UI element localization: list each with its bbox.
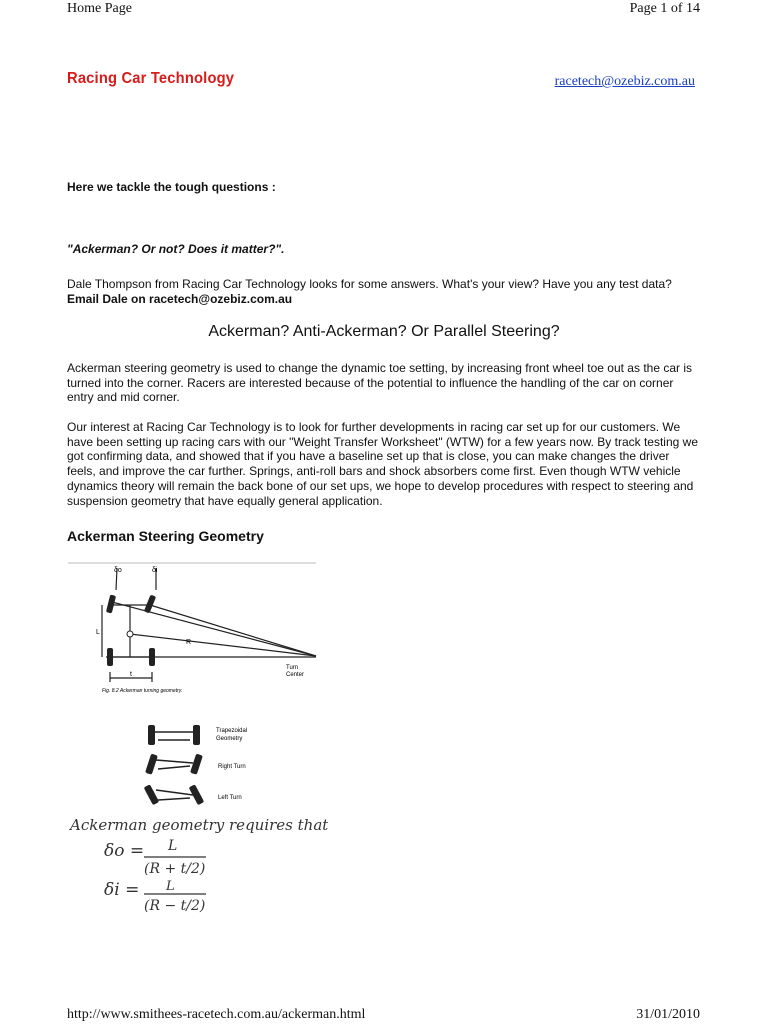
- byline-text: Dale Thompson from Racing Car Technology looks for some answers. What's your view? Have you any test data?: [67, 277, 672, 291]
- footer-date: 31/01/2010: [636, 1007, 700, 1022]
- turn-label: Turn: [286, 665, 299, 671]
- right-turn-label: Right Turn: [218, 764, 246, 770]
- geometry-label: Geometry: [216, 736, 243, 742]
- eq1-denominator: (R + t/2): [144, 861, 206, 877]
- brand-title: Racing Car Technology: [67, 70, 235, 87]
- label-delta-o: δo: [114, 567, 122, 574]
- paragraph-1: Ackerman steering geometry is used to change the dynamic toe setting, by increasing front wheel toe out as the car is turned into the corner. Racers are interested because of the potential to influence the handling of the car on corner entry and mid corner.: [67, 361, 693, 405]
- eq1-lhs: δo =: [104, 841, 145, 861]
- paragraph-2: Our interest at Racing Car Technology is to look for further developments in racing car set up for our customers. We have been setting up racing cars with our "Weight Transfer Worksheet" (WTW) for a few years now. By track testing we got confirming data, and showed that if you have a baseline set up that is close, you can make changes the driver feels, and improve the car further. Springs, anti-roll bars and shock absorbers come first. Even though WTW vehicle dynamics theory will remain the back bone of our set ups, we hope to develop procedures with respect to steering and suspension geometry that have equally general application.: [67, 420, 698, 508]
- label-t: t: [130, 671, 132, 678]
- footer-url: http://www.smithees-racetech.com.au/ackerman.html: [67, 1007, 366, 1022]
- question: "Ackerman? Or not? Does it matter?".: [67, 242, 285, 256]
- eq2-denominator: (R − t/2): [144, 898, 206, 914]
- label-L: L: [96, 629, 100, 636]
- byline-email-cta[interactable]: Email Dale on racetech@ozebiz.com.au: [67, 291, 293, 306]
- eq2-numerator: L: [166, 879, 175, 894]
- figure-caption: Fig. 8.2 Ackerman turning geometry.: [102, 688, 183, 694]
- byline: [67, 277, 701, 306]
- left-turn-label: Left Turn: [218, 795, 242, 801]
- ackerman-figure: [66, 560, 328, 925]
- tagline: Here we tackle the tough questions :: [67, 180, 276, 194]
- eq1-numerator: L: [168, 838, 178, 854]
- handwritten-note: Ackerman geometry requires that:—: [70, 816, 328, 834]
- header-page-count: Page 1 of 14: [629, 1, 700, 16]
- ackerman-diagram: [66, 560, 328, 920]
- email-link[interactable]: racetech@ozebiz.com.au: [554, 74, 695, 89]
- label-delta-i: δi: [152, 567, 158, 574]
- center-label: Center: [286, 672, 305, 678]
- trapezoidal-label: Trapezoidal: [216, 728, 248, 734]
- main-heading: Ackerman? Anti-Ackerman? Or Parallel Steering?: [208, 323, 560, 340]
- eq2-lhs: δi =: [104, 880, 140, 900]
- label-R: R: [186, 639, 192, 646]
- header-home-page: Home Page: [67, 1, 132, 16]
- section-heading: Ackerman Steering Geometry: [67, 528, 264, 544]
